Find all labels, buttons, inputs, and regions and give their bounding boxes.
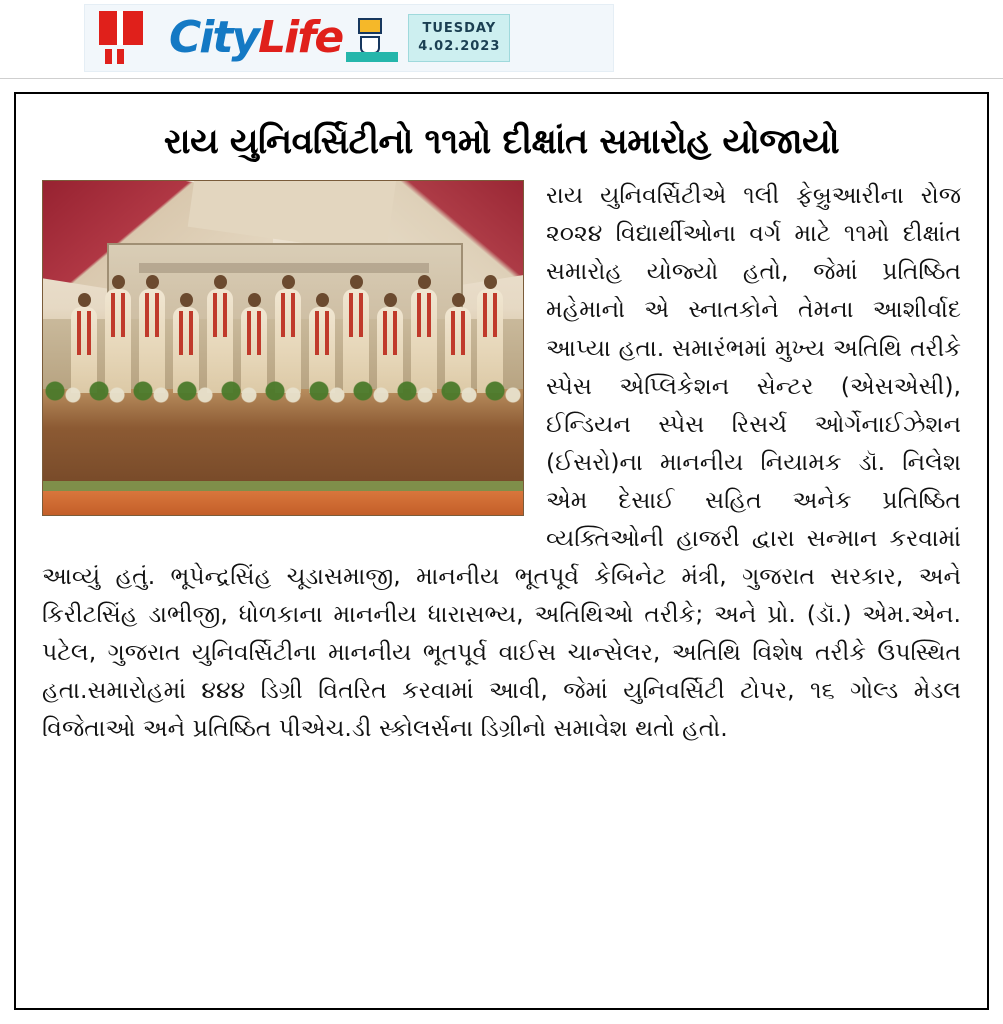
article-paragraph: રાય યુનિવર્સિટીએ ૧લી ફેબ્રુઆરીના રોજ ૨૦૨૪ વિદ્યાર્થીઓના વર્ગ માટે ૧૧મો દીક્ષાંત સમારોહ યોજ્યો હતો, જેમાં પ્રતિષ્ઠિત મહેમાનો એ સ્નાતકોને તેમના આશીર્વાદ આપ્યા હતા. સમારંભમાં મુખ્ય અતિથિ તરીકે સ્પેસ એપ્લિકેશન સેન્ટર (એસએસી), ઈન્ડિયન સ્પેસ રિસર્ચ ઓર્ગેનાઈઝેશન (ઈસરો)ના માનનીય નિયામક ડૉ. નિલેશ એમ દેસાઈ સહિત અનેક પ્રતિષ્ઠિત વ્યક્તિઓની હાજરી દ્વારા સન્માન કરવામાં આવ્યું હતું. ભૂપેન્દ્રસિંહ ચૂડાસમાજી, માનનીય ભૂતપૂર્વ કેબિનેટ મંત્રી, ગુજરાત સરકાર, અને કિરીટસિંહ ડાભીજી, ધોળકાના માનનીય ધારાસભ્ય, અતિથિઓ તરીકે; અને પ્રો. (ડૉ.) એમ.એન. પટેલ, ગુજરાત યુનિવર્સિટીના માનનીય ભૂતપૂર્વ વાઈસ ચાન્સેલર, અતિથિ વિશેષ તરીકે ઉપસ્થિત હતા.સમારોહમાં ૪૪૪ ડિગ્રી વિતરિત કરવામાં આવી, જેમાં યુનિવર્સિટી ટોપર, ૧૬ ગોલ્ડ મેડલ વિજેતાઓ અને પ્રતિષ્ઠિત પીએચ.ડી સ્કોલર્સના ડિગ્રીનો સમાવેશ થતો હતો. bbox=[42, 181, 961, 743]
page-title: રાય યુનિવર્સિટીનો ૧૧મો દીક્ષાંત સમારોહ યોજાયો bbox=[163, 122, 840, 162]
photo-grass-strip bbox=[43, 481, 523, 491]
logo-pause-bar-right bbox=[117, 49, 124, 64]
date-value: 4.02.2023 bbox=[418, 39, 501, 54]
logo-white-slot bbox=[117, 11, 123, 45]
photo-graduates-row bbox=[65, 253, 505, 393]
book-icon bbox=[346, 12, 398, 64]
article-body-wrap bbox=[42, 176, 961, 747]
pause-bars-logo-icon bbox=[91, 9, 153, 67]
book-shape bbox=[358, 18, 382, 34]
convocation-stage-photo bbox=[42, 180, 524, 516]
brand-name-city: City bbox=[169, 12, 259, 63]
logo-pause-bar-left bbox=[105, 49, 112, 64]
header-divider bbox=[0, 78, 1003, 79]
photo-orange-carpet bbox=[43, 491, 523, 515]
brand-name-life: Life bbox=[258, 12, 343, 63]
article-frame bbox=[14, 92, 989, 1010]
brand-wordmark bbox=[169, 12, 343, 63]
date-badge bbox=[408, 14, 510, 61]
masthead bbox=[84, 4, 614, 72]
teal-underline bbox=[346, 52, 398, 62]
date-weekday: TUESDAY bbox=[422, 21, 497, 37]
